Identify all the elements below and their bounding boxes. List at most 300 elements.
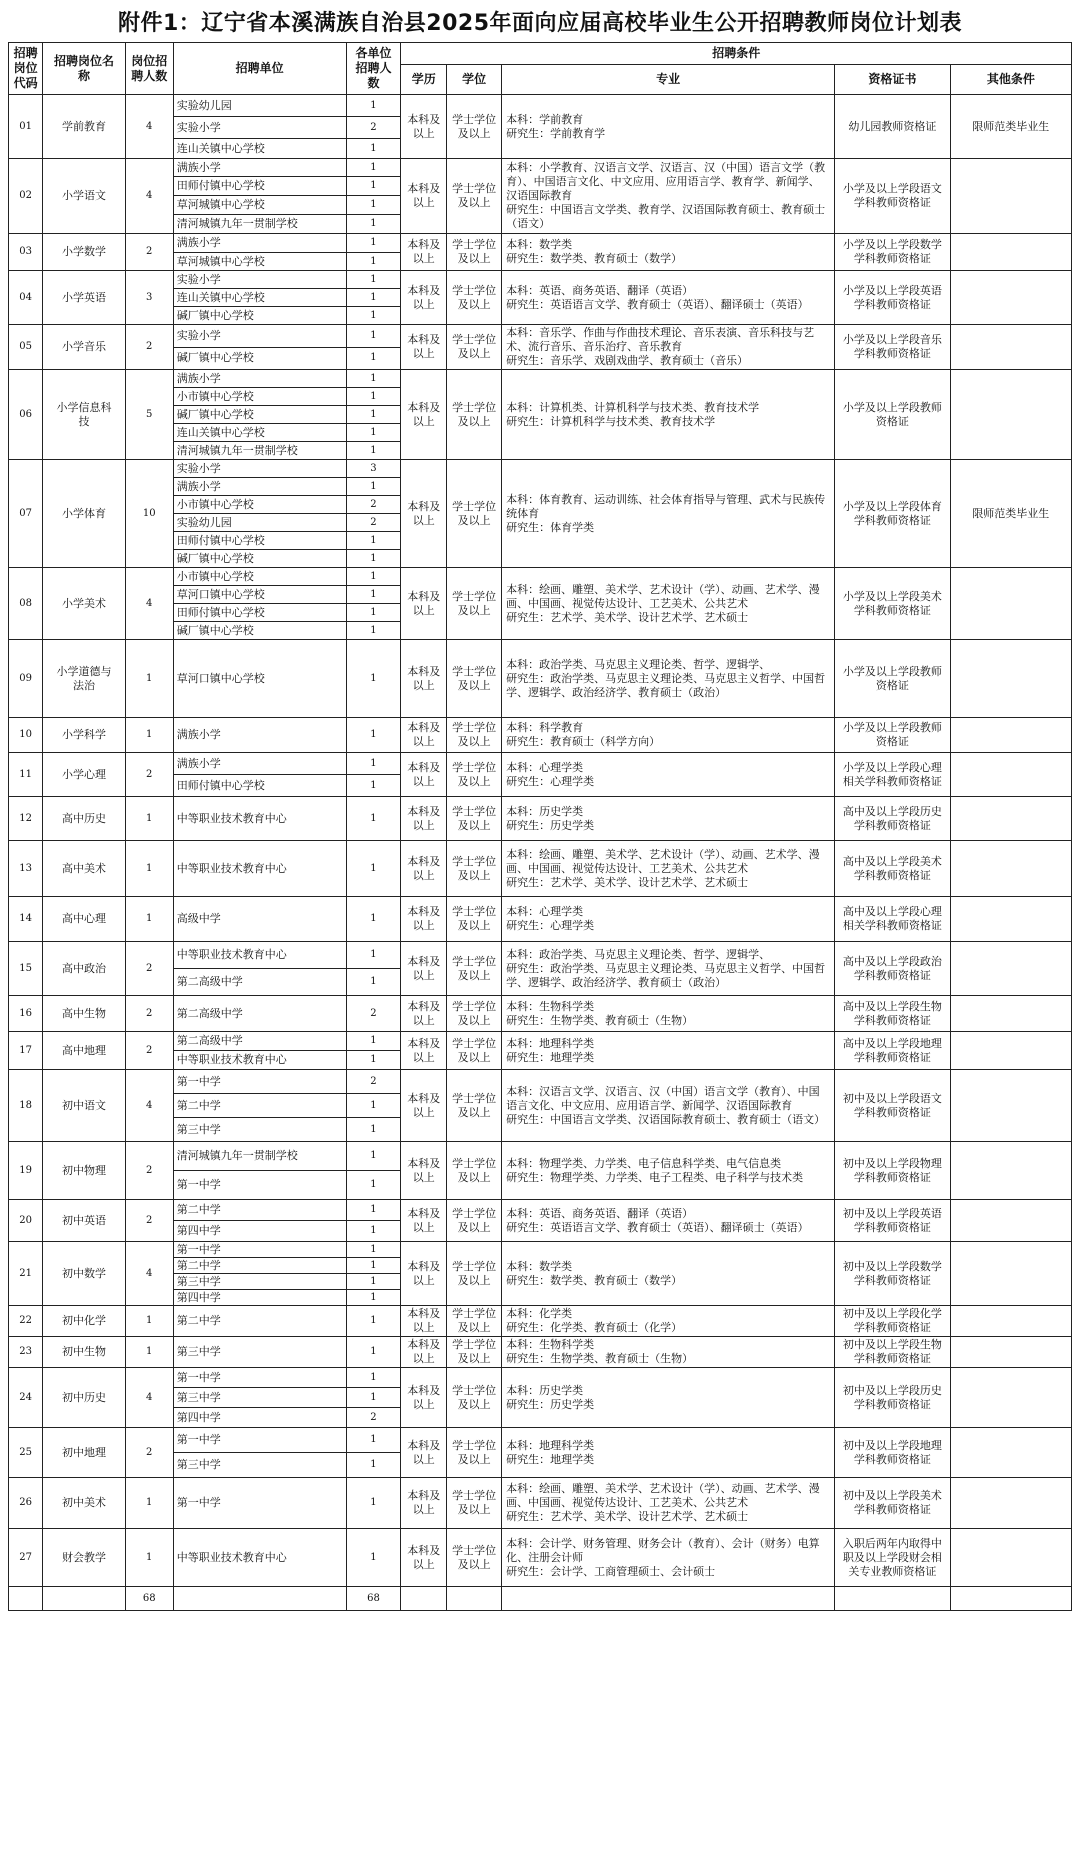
other-requirement	[950, 753, 1071, 797]
unit-count: 2	[346, 117, 401, 139]
major-requirement: 本科：计算机类、计算机科学与技术类、教育技术学 研究生：计算机科学与技术类、教育技术学	[502, 370, 835, 460]
other-requirement	[950, 325, 1071, 370]
recruit-unit: 第二中学	[173, 1258, 346, 1274]
position-code: 16	[9, 996, 43, 1032]
recruit-unit: 第一中学	[173, 1242, 346, 1258]
other-requirement	[950, 640, 1071, 718]
unit-count: 1	[346, 1142, 401, 1171]
certificate-requirement: 小学及以上学段体育 学科教师资格证	[835, 460, 951, 568]
unit-count: 1	[346, 139, 401, 159]
position-code: 20	[9, 1200, 43, 1242]
degree-requirement: 学士学位 及以上	[447, 640, 502, 718]
degree-requirement: 学士学位 及以上	[447, 234, 502, 271]
degree-requirement: 学士学位 及以上	[447, 1242, 502, 1306]
unit-count: 1	[346, 388, 401, 406]
certificate-requirement: 小学及以上学段教师 资格证	[835, 718, 951, 753]
recruit-unit: 清河城镇九年一贯制学校	[173, 442, 346, 460]
header-position-name: 招聘岗位名 称	[43, 43, 125, 95]
major-requirement: 本科：音乐学、作曲与作曲技术理论、音乐表演、音乐科技与艺术、流行音乐、音乐治疗、音乐教育 研究生：音乐学、戏剧戏曲学、教育硕士（音乐）	[502, 325, 835, 370]
other-requirement	[950, 1478, 1071, 1529]
unit-count: 1	[346, 424, 401, 442]
certificate-requirement: 高中及以上学段地理 学科教师资格证	[835, 1032, 951, 1070]
certificate-requirement: 小学及以上学段教师 资格证	[835, 640, 951, 718]
position-code: 22	[9, 1306, 43, 1337]
other-requirement	[950, 1428, 1071, 1478]
unit-count: 2	[346, 996, 401, 1032]
degree-requirement: 学士学位 及以上	[447, 1337, 502, 1368]
position-total: 4	[125, 568, 173, 640]
position-name: 初中生物	[43, 1337, 125, 1368]
position-total: 3	[125, 271, 173, 325]
major-requirement: 本科：英语、商务英语、翻译（英语） 研究生：英语语言文学、教育硕士（英语）、翻译硕士（英语）	[502, 1200, 835, 1242]
major-requirement: 本科：英语、商务英语、翻译（英语） 研究生：英语语言文学、教育硕士（英语）、翻译硕士（英语）	[502, 271, 835, 325]
recruit-unit: 第三中学	[173, 1274, 346, 1290]
certificate-requirement: 小学及以上学段数学 学科教师资格证	[835, 234, 951, 271]
certificate-requirement: 高中及以上学段美术 学科教师资格证	[835, 841, 951, 897]
education-requirement: 本科及 以上	[401, 797, 447, 841]
certificate-requirement: 入职后两年内取得中 职及以上学段财会相 关专业教师资格证	[835, 1529, 951, 1587]
major-requirement: 本科：汉语言文学、汉语言、汉（中国）语言文学（教育）、中国语言文化、中文应用、应用语言学、新闻学、汉语国际教育 研究生：中国语言文学类、汉语国际教育硕士、教育硕士（语文）	[502, 1070, 835, 1142]
unit-count: 1	[346, 1388, 401, 1408]
table-row	[9, 370, 1072, 388]
header-other: 其他条件	[950, 65, 1071, 95]
unit-count: 1	[346, 1453, 401, 1478]
unit-count: 1	[346, 775, 401, 797]
education-requirement: 本科及 以上	[401, 1142, 447, 1200]
position-total: 1	[125, 1337, 173, 1368]
unit-count: 1	[346, 1306, 401, 1337]
degree-requirement: 学士学位 及以上	[447, 325, 502, 370]
header-major: 专业	[502, 65, 835, 95]
recruit-unit: 满族小学	[173, 753, 346, 775]
certificate-requirement: 初中及以上学段化学 学科教师资格证	[835, 1306, 951, 1337]
certificate-requirement: 初中及以上学段语文 学科教师资格证	[835, 1070, 951, 1142]
education-requirement: 本科及 以上	[401, 1478, 447, 1529]
certificate-requirement: 初中及以上学段物理 学科教师资格证	[835, 1142, 951, 1200]
degree-requirement: 学士学位 及以上	[447, 797, 502, 841]
position-name: 小学体育	[43, 460, 125, 568]
major-requirement: 本科：心理学类 研究生：心理学类	[502, 897, 835, 942]
table-row	[9, 897, 1072, 942]
education-requirement: 本科及 以上	[401, 159, 447, 234]
position-name: 高中政治	[43, 942, 125, 996]
position-total: 4	[125, 95, 173, 159]
recruit-unit: 清河城镇九年一贯制学校	[173, 1142, 346, 1171]
unit-count: 1	[346, 1368, 401, 1388]
position-name: 财会教学	[43, 1529, 125, 1587]
table-row	[9, 1200, 1072, 1221]
recruit-unit: 满族小学	[173, 159, 346, 177]
major-requirement: 本科：政治学类、马克思主义理论类、哲学、逻辑学、 研究生：政治学类、马克思主义理论类、马克思主义哲学、中国哲学、逻辑学、政治经济学、教育硕士（政治）	[502, 640, 835, 718]
document-title: 附件1：辽宁省本溪满族自治县2025年面向应届高校毕业生公开招聘教师岗位计划表	[117, 11, 963, 36]
table-row	[9, 841, 1072, 897]
certificate-requirement: 小学及以上学段教师 资格证	[835, 370, 951, 460]
recruit-unit: 实验幼儿园	[173, 514, 346, 532]
position-name: 小学数学	[43, 234, 125, 271]
recruit-unit: 碱厂镇中心学校	[173, 622, 346, 640]
major-requirement: 本科：绘画、雕塑、美术学、艺术设计（学）、动画、艺术学、漫画、中国画、视觉传达设计、工艺美术、公共艺术 研究生：艺术学、美术学、设计艺术学、艺术硕士	[502, 841, 835, 897]
table-row	[9, 1478, 1072, 1529]
unit-count: 1	[346, 370, 401, 388]
position-code: 10	[9, 718, 43, 753]
major-requirement: 本科：科学教育 研究生：教育硕士（科学方向）	[502, 718, 835, 753]
position-code: 18	[9, 1070, 43, 1142]
major-requirement: 本科：学前教育 研究生：学前教育学	[502, 95, 835, 159]
table-row	[9, 942, 1072, 969]
grand-total-units: 68	[346, 1587, 401, 1611]
other-requirement	[950, 1242, 1071, 1306]
recruit-unit: 第二中学	[173, 1094, 346, 1118]
major-requirement: 本科：会计学、财务管理、财务会计（教育）、会计（财务）电算化、注册会计师 研究生：会计学、工商管理硕士、会计硕士	[502, 1529, 835, 1587]
grand-total: 68	[125, 1587, 173, 1611]
education-requirement: 本科及 以上	[401, 1032, 447, 1070]
unit-count: 2	[346, 1408, 401, 1428]
position-total: 2	[125, 942, 173, 996]
recruit-unit: 连山关镇中心学校	[173, 424, 346, 442]
header-conditions: 招聘条件	[401, 43, 1072, 65]
other-requirement	[950, 159, 1071, 234]
major-requirement: 本科：绘画、雕塑、美术学、艺术设计（学）、动画、艺术学、漫画、中国画、视觉传达设计、工艺美术、公共艺术 研究生：艺术学、美术学、设计艺术学、艺术硕士	[502, 1478, 835, 1529]
other-requirement	[950, 797, 1071, 841]
unit-count: 2	[346, 1070, 401, 1094]
total-row-name	[43, 1587, 125, 1611]
recruit-unit: 小市镇中心学校	[173, 568, 346, 586]
recruit-unit: 田师付镇中心学校	[173, 775, 346, 797]
degree-requirement: 学士学位 及以上	[447, 753, 502, 797]
education-requirement: 本科及 以上	[401, 1306, 447, 1337]
recruit-unit: 连山关镇中心学校	[173, 139, 346, 159]
other-requirement	[950, 718, 1071, 753]
degree-requirement: 学士学位 及以上	[447, 942, 502, 996]
other-requirement	[950, 271, 1071, 325]
table-row	[9, 159, 1072, 177]
position-name: 小学英语	[43, 271, 125, 325]
education-requirement: 本科及 以上	[401, 271, 447, 325]
education-requirement: 本科及 以上	[401, 370, 447, 460]
recruit-unit: 田师付镇中心学校	[173, 177, 346, 196]
major-requirement: 本科：生物科学类 研究生：生物学类、教育硕士（生物）	[502, 1337, 835, 1368]
position-name: 小学音乐	[43, 325, 125, 370]
unit-count: 1	[346, 1118, 401, 1142]
recruit-unit: 第一中学	[173, 1478, 346, 1529]
recruit-unit: 第三中学	[173, 1118, 346, 1142]
certificate-requirement: 小学及以上学段英语 学科教师资格证	[835, 271, 951, 325]
table-row	[9, 460, 1072, 478]
education-requirement: 本科及 以上	[401, 1242, 447, 1306]
table-row	[9, 1428, 1072, 1453]
degree-requirement: 学士学位 及以上	[447, 996, 502, 1032]
unit-count: 1	[346, 604, 401, 622]
degree-requirement: 学士学位 及以上	[447, 841, 502, 897]
position-name: 初中历史	[43, 1368, 125, 1428]
table-row	[9, 1306, 1072, 1337]
table-row	[9, 640, 1072, 718]
position-name: 初中语文	[43, 1070, 125, 1142]
unit-count: 1	[346, 622, 401, 640]
education-requirement: 本科及 以上	[401, 460, 447, 568]
position-name: 初中物理	[43, 1142, 125, 1200]
other-requirement	[950, 1070, 1071, 1142]
unit-count: 1	[346, 325, 401, 348]
unit-count: 1	[346, 177, 401, 196]
position-total: 1	[125, 640, 173, 718]
education-requirement: 本科及 以上	[401, 568, 447, 640]
position-total: 2	[125, 996, 173, 1032]
major-requirement: 本科：历史学类 研究生：历史学类	[502, 1368, 835, 1428]
header-degree: 学位	[447, 65, 502, 95]
recruit-unit: 中等职业技术教育中心	[173, 841, 346, 897]
recruit-unit: 第一中学	[173, 1428, 346, 1453]
position-total: 5	[125, 370, 173, 460]
position-code: 24	[9, 1368, 43, 1428]
unit-count: 1	[346, 1032, 401, 1051]
recruit-unit: 中等职业技术教育中心	[173, 1529, 346, 1587]
unit-count: 1	[346, 1529, 401, 1587]
unit-count: 1	[346, 1171, 401, 1200]
unit-count: 1	[346, 1274, 401, 1290]
recruit-unit: 第二高级中学	[173, 996, 346, 1032]
position-code: 27	[9, 1529, 43, 1587]
education-requirement: 本科及 以上	[401, 1368, 447, 1428]
position-name: 高中历史	[43, 797, 125, 841]
education-requirement: 本科及 以上	[401, 1337, 447, 1368]
position-code: 05	[9, 325, 43, 370]
unit-count: 1	[346, 897, 401, 942]
certificate-requirement: 小学及以上学段美术 学科教师资格证	[835, 568, 951, 640]
degree-requirement: 学士学位 及以上	[447, 95, 502, 159]
recruit-unit: 小市镇中心学校	[173, 496, 346, 514]
position-code: 13	[9, 841, 43, 897]
recruit-unit: 第一中学	[173, 1070, 346, 1094]
degree-requirement: 学士学位 及以上	[447, 1200, 502, 1242]
recruit-unit: 草河城镇中心学校	[173, 253, 346, 271]
degree-requirement: 学士学位 及以上	[447, 271, 502, 325]
position-name: 初中数学	[43, 1242, 125, 1306]
unit-count: 1	[346, 532, 401, 550]
certificate-requirement: 初中及以上学段生物 学科教师资格证	[835, 1337, 951, 1368]
position-code: 25	[9, 1428, 43, 1478]
position-total: 1	[125, 1478, 173, 1529]
position-total: 2	[125, 325, 173, 370]
position-code: 17	[9, 1032, 43, 1070]
unit-count: 1	[346, 1337, 401, 1368]
major-requirement: 本科：数学类 研究生：数学类、教育硕士（数学）	[502, 234, 835, 271]
recruit-unit: 第四中学	[173, 1221, 346, 1242]
certificate-requirement: 高中及以上学段历史 学科教师资格证	[835, 797, 951, 841]
position-name: 初中化学	[43, 1306, 125, 1337]
table-row	[9, 95, 1072, 117]
table-row	[9, 753, 1072, 775]
table-row	[9, 568, 1072, 586]
recruit-unit: 中等职业技术教育中心	[173, 942, 346, 969]
table-row	[9, 1337, 1072, 1368]
recruit-unit: 第三中学	[173, 1337, 346, 1368]
recruit-unit: 满族小学	[173, 234, 346, 253]
recruit-unit: 第四中学	[173, 1408, 346, 1428]
position-name: 初中美术	[43, 1478, 125, 1529]
recruit-unit: 草河城镇中心学校	[173, 196, 346, 215]
unit-count: 1	[346, 1290, 401, 1306]
position-name: 小学语文	[43, 159, 125, 234]
degree-requirement: 学士学位 及以上	[447, 460, 502, 568]
table-row	[9, 1070, 1072, 1094]
recruit-unit: 第一中学	[173, 1368, 346, 1388]
other-requirement	[950, 841, 1071, 897]
unit-count: 1	[346, 718, 401, 753]
recruit-unit: 小市镇中心学校	[173, 388, 346, 406]
total-row-unit	[173, 1587, 346, 1611]
position-code: 03	[9, 234, 43, 271]
recruit-unit: 第二中学	[173, 1200, 346, 1221]
other-requirement	[950, 370, 1071, 460]
position-total: 2	[125, 234, 173, 271]
other-requirement	[950, 1368, 1071, 1428]
recruit-unit: 满族小学	[173, 370, 346, 388]
unit-count: 1	[346, 969, 401, 996]
unit-count: 2	[346, 496, 401, 514]
certificate-requirement: 高中及以上学段生物 学科教师资格证	[835, 996, 951, 1032]
unit-count: 1	[346, 478, 401, 496]
education-requirement: 本科及 以上	[401, 841, 447, 897]
education-requirement: 本科及 以上	[401, 234, 447, 271]
position-total: 2	[125, 753, 173, 797]
other-requirement	[950, 1306, 1071, 1337]
unit-count: 1	[346, 95, 401, 117]
position-total: 1	[125, 841, 173, 897]
position-name: 高中美术	[43, 841, 125, 897]
other-requirement	[950, 1200, 1071, 1242]
certificate-requirement: 小学及以上学段音乐 学科教师资格证	[835, 325, 951, 370]
degree-requirement: 学士学位 及以上	[447, 1070, 502, 1142]
position-code: 04	[9, 271, 43, 325]
unit-count: 1	[346, 289, 401, 307]
unit-count: 1	[346, 797, 401, 841]
degree-requirement: 学士学位 及以上	[447, 1368, 502, 1428]
unit-count: 1	[346, 1428, 401, 1453]
position-total: 1	[125, 797, 173, 841]
recruit-unit: 实验小学	[173, 117, 346, 139]
position-code: 11	[9, 753, 43, 797]
recruit-unit: 中等职业技术教育中心	[173, 797, 346, 841]
position-code: 09	[9, 640, 43, 718]
certificate-requirement: 小学及以上学段语文 学科教师资格证	[835, 159, 951, 234]
recruit-unit: 实验幼儿园	[173, 95, 346, 117]
degree-requirement: 学士学位 及以上	[447, 1032, 502, 1070]
table-row	[9, 325, 1072, 348]
recruit-unit: 满族小学	[173, 478, 346, 496]
position-total: 2	[125, 1142, 173, 1200]
position-code: 12	[9, 797, 43, 841]
position-name: 高中地理	[43, 1032, 125, 1070]
recruit-unit: 实验小学	[173, 271, 346, 289]
table-row	[9, 797, 1072, 841]
degree-requirement: 学士学位 及以上	[447, 1142, 502, 1200]
unit-count: 1	[346, 1221, 401, 1242]
degree-requirement: 学士学位 及以上	[447, 568, 502, 640]
recruit-unit: 实验小学	[173, 460, 346, 478]
major-requirement: 本科：心理学类 研究生：心理学类	[502, 753, 835, 797]
unit-count: 1	[346, 1094, 401, 1118]
position-total: 2	[125, 1032, 173, 1070]
unit-count: 1	[346, 1242, 401, 1258]
position-code: 01	[9, 95, 43, 159]
unit-count: 1	[346, 1478, 401, 1529]
other-requirement	[950, 1142, 1071, 1200]
unit-count: 1	[346, 196, 401, 215]
other-requirement	[950, 1337, 1071, 1368]
table-row	[9, 718, 1072, 753]
recruit-unit: 清河城镇九年一贯制学校	[173, 215, 346, 234]
certificate-requirement: 小学及以上学段心理 相关学科教师资格证	[835, 753, 951, 797]
unit-count: 1	[346, 942, 401, 969]
table-row	[9, 1242, 1072, 1258]
unit-count: 1	[346, 1258, 401, 1274]
major-requirement: 本科：历史学类 研究生：历史学类	[502, 797, 835, 841]
degree-requirement: 学士学位 及以上	[447, 1306, 502, 1337]
table-row	[9, 234, 1072, 253]
recruit-unit: 碱厂镇中心学校	[173, 347, 346, 370]
unit-count: 2	[346, 514, 401, 532]
other-requirement	[950, 996, 1071, 1032]
degree-requirement: 学士学位 及以上	[447, 370, 502, 460]
recruit-unit: 满族小学	[173, 718, 346, 753]
unit-count: 1	[346, 753, 401, 775]
position-name: 初中地理	[43, 1428, 125, 1478]
major-requirement: 本科：小学教育、汉语言文学、汉语言、汉（中国）语言文学（教育）、中国语言文化、中文应用、应用语言学、教育学、新闻学、汉语国际教育 研究生：中国语言文学类、教育学、汉语国际教育硕士、教育硕士（语文）	[502, 159, 835, 234]
header-unit: 招聘单位	[173, 43, 346, 95]
position-name: 小学美术	[43, 568, 125, 640]
other-requirement	[950, 568, 1071, 640]
major-requirement: 本科：化学类 研究生：化学类、教育硕士（化学）	[502, 1306, 835, 1337]
unit-count: 1	[346, 1051, 401, 1070]
position-name: 高中心理	[43, 897, 125, 942]
unit-count: 1	[346, 271, 401, 289]
unit-count: 1	[346, 568, 401, 586]
unit-count: 1	[346, 307, 401, 325]
position-code: 23	[9, 1337, 43, 1368]
table-row	[9, 1142, 1072, 1171]
unit-count: 1	[346, 253, 401, 271]
recruit-unit: 第二中学	[173, 1306, 346, 1337]
total-row-code	[9, 1587, 43, 1611]
table-row	[9, 1368, 1072, 1388]
position-code: 15	[9, 942, 43, 996]
position-total: 4	[125, 1368, 173, 1428]
other-requirement	[950, 942, 1071, 996]
education-requirement: 本科及 以上	[401, 640, 447, 718]
position-name: 学前教育	[43, 95, 125, 159]
certificate-requirement: 初中及以上学段英语 学科教师资格证	[835, 1200, 951, 1242]
major-requirement: 本科：体育教育、运动训练、社会体育指导与管理、武术与民族传统体育 研究生：体育学类	[502, 460, 835, 568]
major-requirement: 本科：地理科学类 研究生：地理学类	[502, 1032, 835, 1070]
certificate-requirement: 高中及以上学段心理 相关学科教师资格证	[835, 897, 951, 942]
other-requirement	[950, 1529, 1071, 1587]
unit-count: 1	[346, 159, 401, 177]
header-unit-count: 各单位 招聘人 数	[346, 43, 401, 95]
recruit-unit: 草河口镇中心学校	[173, 640, 346, 718]
degree-requirement: 学士学位 及以上	[447, 1428, 502, 1478]
position-name: 小学信息科 技	[43, 370, 125, 460]
education-requirement: 本科及 以上	[401, 753, 447, 797]
other-requirement: 限师范类毕业生	[950, 460, 1071, 568]
table-row	[9, 1529, 1072, 1587]
header-certificate: 资格证书	[835, 65, 951, 95]
recruit-unit: 实验小学	[173, 325, 346, 348]
position-total: 4	[125, 1242, 173, 1306]
position-code: 21	[9, 1242, 43, 1306]
header-code: 招聘 岗位 代码	[9, 43, 43, 95]
position-name: 小学科学	[43, 718, 125, 753]
